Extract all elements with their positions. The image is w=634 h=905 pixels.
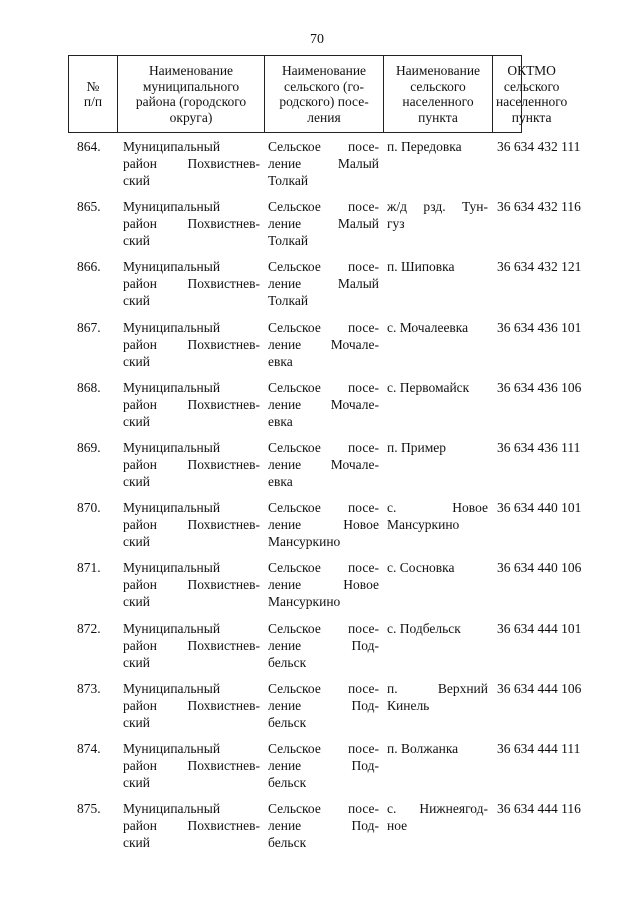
settlement-cell-line: евка [268, 353, 293, 369]
oktmo-cell: 36 634 444 101 [497, 620, 582, 636]
settlement-cell-line: ление Мочале- [268, 396, 379, 412]
settlement-cell-line: Толкай [268, 233, 309, 249]
place-cell-line: п. Передовка [387, 139, 462, 154]
district-cell-line: Муниципальный [123, 680, 221, 696]
settlement-cell-line: Сельское посе- [268, 319, 379, 335]
place-cell-line: Кинель [387, 697, 430, 713]
table-row [68, 379, 628, 430]
place-cell [383, 198, 492, 249]
place-cell [383, 379, 492, 430]
district-cell [117, 680, 264, 731]
settlement-cell-line: Сельское посе- [268, 801, 379, 817]
district-cell [117, 138, 264, 189]
settlement-cell-line: ление Под- [268, 818, 379, 834]
district-cell-line: ский [123, 594, 150, 610]
district-cell-line: ский [123, 534, 150, 550]
place-cell-line: с. Новое [387, 500, 488, 516]
place-cell-line: Мансуркино [387, 517, 460, 533]
header-num: № п/п [69, 56, 118, 132]
district-cell [117, 258, 264, 309]
table-row [68, 138, 628, 189]
row-number: 864. [77, 139, 101, 154]
place-cell-line: п. Пример [387, 440, 446, 455]
oktmo-cell: 36 634 436 106 [497, 379, 582, 395]
district-cell-line: район Похвистнев- [123, 517, 260, 533]
settlement-cell [264, 499, 383, 550]
place-cell-line: с. Нижнеягод- [387, 801, 488, 817]
row-number: 865. [77, 199, 101, 215]
district-cell-line: ский [123, 353, 150, 369]
settlement-cell-line: Сельское посе- [268, 379, 379, 395]
place-cell [383, 138, 492, 189]
settlement-cell-line: ление Малый [268, 276, 379, 292]
settlement-cell-line: Сельское посе- [268, 259, 379, 275]
oktmo-cell: 36 634 432 121 [497, 259, 582, 275]
place-cell-line: с. Мочалеевка [387, 319, 469, 335]
district-cell-line: район Похвистнев- [123, 336, 260, 352]
oktmo-cell: 36 634 436 101 [497, 319, 582, 335]
district-cell-line: Муниципальный [123, 620, 221, 636]
settlement-cell-line: Сельское посе- [268, 560, 379, 576]
settlement-cell-line: ление Под- [268, 697, 379, 713]
district-cell-line: Муниципальный [123, 500, 221, 516]
header-place: Наименование сельского населенного пункта [384, 56, 493, 132]
table-row [68, 559, 628, 610]
oktmo-cell: 36 634 444 106 [497, 680, 582, 696]
settlement-cell-line: ление Под- [268, 758, 379, 773]
place-cell [383, 559, 492, 610]
table-row [68, 439, 628, 490]
oktmo-cell: 36 634 432 111 [497, 139, 581, 154]
settlement-cell-line: Мансуркино [268, 534, 341, 550]
district-cell [117, 198, 264, 249]
place-cell [383, 258, 492, 309]
place-cell [383, 800, 492, 851]
settlement-cell-line: Мансуркино [268, 594, 341, 610]
settlement-cell [264, 138, 383, 189]
settlement-cell [264, 198, 383, 249]
district-cell [117, 379, 264, 430]
header-oktmo: ОКТМО сельского населенного пункта [496, 63, 568, 125]
district-cell [117, 439, 264, 490]
oktmo-cell: 36 634 440 106 [497, 560, 582, 576]
district-cell-line: ский [123, 293, 150, 309]
place-cell [383, 499, 492, 550]
settlement-cell-line: бельск [268, 654, 307, 670]
place-cell [383, 620, 492, 671]
district-cell-line: ский [123, 835, 150, 851]
district-cell-line: Муниципальный [123, 801, 221, 817]
district-cell-line: ский [123, 233, 150, 249]
place-cell-line: п. Волжанка [387, 741, 459, 756]
district-cell-line: ский [123, 654, 150, 670]
row-number: 866. [77, 259, 101, 275]
place-cell-line: ж/д рзд. Тун- [387, 199, 488, 215]
header-district: Наименование муниципального района (городского округа) [118, 56, 265, 132]
district-cell-line: ский [123, 714, 150, 730]
settlement-cell-line: ление Под- [268, 637, 379, 653]
table-row [68, 620, 628, 671]
settlement-cell [264, 800, 383, 851]
district-cell-line: Муниципальный [123, 259, 221, 275]
row-number: 867. [77, 319, 101, 335]
settlement-cell-line: ление Мочале- [268, 457, 379, 472]
place-cell-line: гуз [387, 216, 405, 232]
settlement-cell-line: Сельское посе- [268, 440, 379, 455]
row-number: 869. [77, 440, 101, 455]
settlement-cell-line: Сельское посе- [268, 199, 379, 215]
table-row [68, 680, 628, 731]
district-cell-line: ский [123, 474, 150, 489]
district-cell-line: район Похвистнев- [123, 216, 260, 232]
settlement-cell [264, 379, 383, 430]
district-cell-line: Муниципальный [123, 741, 221, 756]
table-row [68, 800, 628, 851]
row-number: 873. [77, 680, 101, 696]
district-cell-line: район Похвистнев- [123, 577, 260, 593]
settlement-cell-line: Толкай [268, 293, 309, 309]
place-cell-line: с. Подбельск [387, 620, 461, 636]
district-cell-line: район Похвистнев- [123, 637, 260, 653]
district-cell-line: район Похвистнев- [123, 156, 260, 171]
settlement-cell-line: ление Новое [268, 577, 379, 593]
place-cell [383, 740, 492, 791]
district-cell [117, 620, 264, 671]
row-number: 872. [77, 620, 101, 636]
row-number: 868. [77, 379, 101, 395]
district-cell-line: район Похвистнев- [123, 276, 260, 292]
settlement-cell [264, 620, 383, 671]
district-cell-line: район Похвистнев- [123, 396, 260, 412]
place-cell-line: п. Верхний [387, 680, 488, 696]
district-cell-line: район Похвистнев- [123, 457, 260, 472]
settlement-cell [264, 319, 383, 370]
place-cell-line: с. Сосновка [387, 560, 455, 576]
settlement-cell-line: ление Малый [268, 156, 379, 171]
district-cell-line: ский [123, 413, 150, 429]
district-cell-line: Муниципальный [123, 139, 221, 154]
place-cell [383, 319, 492, 370]
page-number: 70 [310, 32, 324, 47]
settlement-cell [264, 740, 383, 791]
district-cell-line: район Похвистнев- [123, 758, 260, 773]
header-settlement: Наименование сельского (го- родского) посе- ления [265, 56, 384, 132]
district-cell [117, 740, 264, 791]
settlement-cell-line: ление Малый [268, 216, 379, 232]
district-cell [117, 319, 264, 370]
place-cell-line: с. Первомайск [387, 379, 470, 395]
district-cell-line: Муниципальный [123, 440, 221, 455]
district-cell-line: Муниципальный [123, 560, 221, 576]
settlement-cell-line: ление Мочале- [268, 336, 379, 352]
row-number: 870. [77, 500, 101, 516]
district-cell-line: ский [123, 775, 150, 790]
settlement-cell-line: бельск [268, 714, 307, 730]
settlement-cell-line: Сельское посе- [268, 741, 379, 756]
district-cell [117, 800, 264, 851]
settlement-cell-line: Сельское посе- [268, 500, 379, 516]
district-cell-line: Муниципальный [123, 319, 221, 335]
settlement-cell [264, 559, 383, 610]
district-cell [117, 559, 264, 610]
table-header [68, 55, 568, 133]
oktmo-cell: 36 634 444 116 [497, 801, 581, 817]
district-cell-line: ский [123, 173, 150, 188]
oktmo-cell: 36 634 444 111 [497, 741, 581, 756]
settlement-cell [264, 439, 383, 490]
table-row [68, 740, 628, 791]
row-number: 875. [77, 801, 101, 817]
district-cell [117, 499, 264, 550]
oktmo-cell: 36 634 436 111 [497, 440, 581, 455]
settlement-cell-line: Сельское посе- [268, 680, 379, 696]
place-cell-line: п. Шиповка [387, 259, 455, 275]
settlement-cell [264, 680, 383, 731]
settlement-cell-line: ление Новое [268, 517, 379, 533]
settlement-cell-line: Толкай [268, 173, 309, 188]
place-cell [383, 680, 492, 731]
district-cell-line: район Похвистнев- [123, 818, 260, 834]
settlement-cell-line: Сельское посе- [268, 620, 379, 636]
oktmo-cell: 36 634 432 116 [497, 199, 581, 215]
settlement-cell-line: евка [268, 413, 293, 429]
row-number: 874. [77, 741, 101, 756]
table-row [68, 319, 628, 370]
row-number: 871. [77, 560, 101, 576]
place-cell [383, 439, 492, 490]
table-row [68, 258, 628, 309]
settlement-cell-line: Сельское посе- [268, 139, 379, 154]
settlement-cell-line: евка [268, 474, 293, 489]
settlement-cell-line: бельск [268, 775, 307, 790]
district-cell-line: Муниципальный [123, 379, 221, 395]
oktmo-cell: 36 634 440 101 [497, 500, 582, 516]
table-row [68, 499, 628, 550]
place-cell-line: ное [387, 818, 408, 834]
table-row [68, 198, 628, 249]
district-cell-line: Муниципальный [123, 199, 221, 215]
settlement-cell-line: бельск [268, 835, 307, 851]
district-cell-line: район Похвистнев- [123, 697, 260, 713]
settlement-cell [264, 258, 383, 309]
